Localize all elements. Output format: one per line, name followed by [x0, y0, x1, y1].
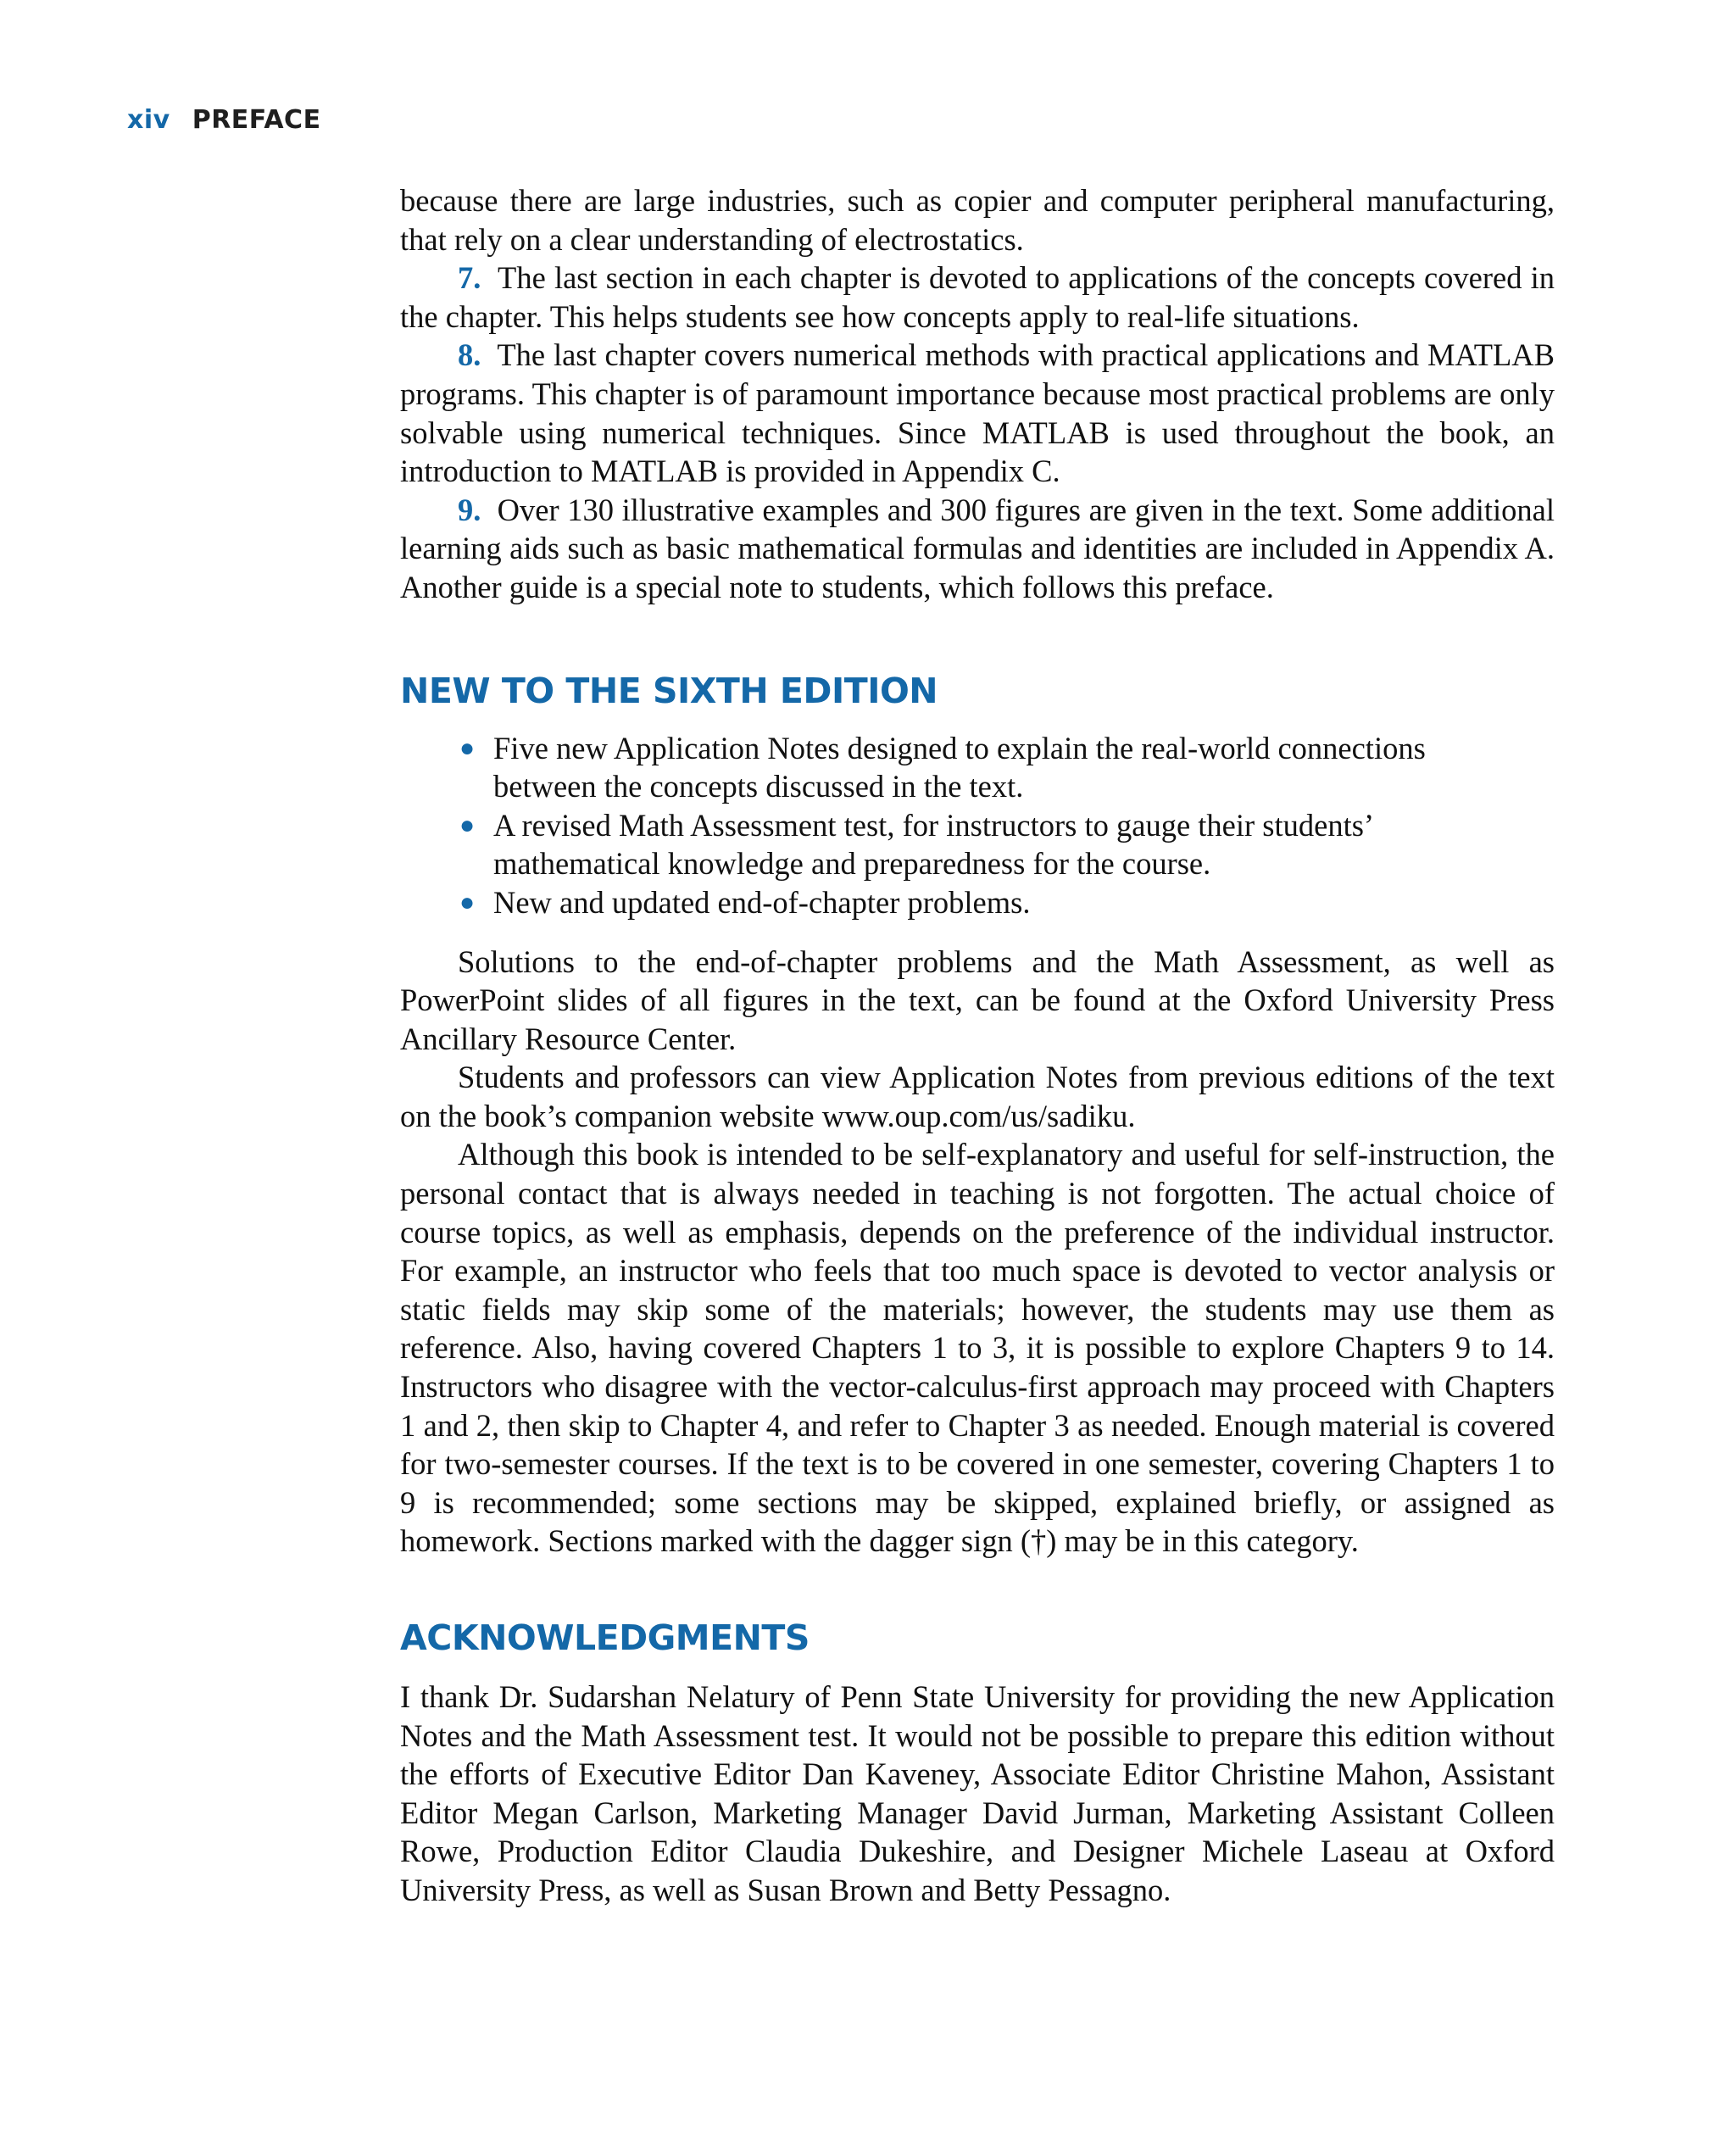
page-number: xiv	[127, 105, 170, 135]
item-text-7: The last section in each chapter is devoted to applications of the concepts covered in the chapter. This helps students see how concepts apply to real-life situations.	[400, 260, 1555, 334]
paragraph-solutions: Solutions to the end-of-chapter problems and the Math Assessment, as well as PowerPoint slides of all figures in the text, can be found at the Oxford University Press Ancillary Resource Center.	[400, 943, 1555, 1056]
running-head-title: PREFACE	[192, 105, 321, 135]
item-text-8: The last chapter covers numerical methods with practical applications and MATLAB programs. This chapter is of paramount importance because most practical problems are only solvable using numerical techniques. Since MATLAB is used throughout the book, an introduction to MATLAB is provided in Appendix C.	[400, 337, 1555, 489]
continued-paragraph: because there are large industries, such as copier and computer peripheral manufacturing, that rely on a clear understanding of electrostatics.	[400, 183, 1555, 257]
bullet-item: ● Five new Application Notes designed to explain the real-world connections between the concepts discussed in the text.	[459, 730, 1426, 804]
bullet-dot-icon: ●	[459, 733, 476, 762]
bullet-dot-icon: ●	[459, 810, 476, 839]
section-heading-acknowledgments: ACKNOWLEDGMENTS	[400, 1617, 810, 1658]
body-column	[400, 181, 1555, 1910]
item-number-9: 9.	[458, 492, 481, 527]
list-item-9	[400, 491, 1555, 607]
paragraph-application-notes: Students and professors can view Application Notes from previous editions of the text on the book’s companion website www.oup.com/us/sadiku.	[400, 1060, 1555, 1133]
item-text-9: Over 130 illustrative examples and 300 figures are given in the text. Some additional learning aids such as basic mathematical formulas and identities are included in Appendix A. Another guide is a special note to students, which follows this preface.	[400, 492, 1555, 604]
item-number-7: 7.	[458, 260, 481, 296]
bullet-dot-icon: ●	[459, 888, 476, 916]
bullet-item: ● A revised Math Assessment test, for instructors to gauge their students’ mathematical knowledge and preparedness for the course.	[459, 807, 1372, 882]
paragraph-course-topics: Although this book is intended to be self-explanatory and useful for self-instruction, the personal contact that is always needed in teaching is not forgotten. The actual choice of course topics, as well as emphasis, depends on the preference of the individual instructor. For example, an instructor who feels that too much space is devoted to vector analysis or static fields may skip some of the materials; however, the students may use them as reference. Also, having covered Chapters 1 to 3, it is possible to explore Chapters 9 to 14. Instructors who disagree with the vector-calculus-first approach may proceed with Chapters 1 and 2, then skip to Chapter 4, and refer to Chapter 3 as needed. Enough material is covered for two-semester courses. If the text is to be covered in one semester, covering Chapters 1 to 9 is recommended; some sections may be skipped, explained briefly, or assigned as homework. Sections marked with the dagger sign (†) may be in this category.	[400, 1137, 1555, 1559]
list-item-8	[400, 336, 1555, 490]
item-number-8: 8.	[458, 337, 481, 373]
bullet-item: ● New and updated end-of-chapter problems.	[493, 883, 1477, 922]
list-item-7	[400, 259, 1555, 336]
paragraph-acknowledgments: I thank Dr. Sudarshan Nelatury of Penn State University for providing the new Application Notes and the Math Assessment test. It would not be possible to prepare this edition without the efforts of Executive Editor Dan Kaveney, Associate Editor Christine Mahon, Assistant Editor Megan Carlson, Marketing Manager David Jurman, Marketing Assistant Colleen Rowe, Production Editor Claudia Dukeshire, and Designer Michele Laseau at Oxford University Press, as well as Susan Brown and Betty Pessagno.	[400, 1679, 1555, 1907]
new-edition-bullet-list	[400, 729, 1477, 922]
section-heading-new-edition: NEW TO THE SIXTH EDITION	[400, 670, 938, 711]
running-head	[127, 105, 321, 135]
